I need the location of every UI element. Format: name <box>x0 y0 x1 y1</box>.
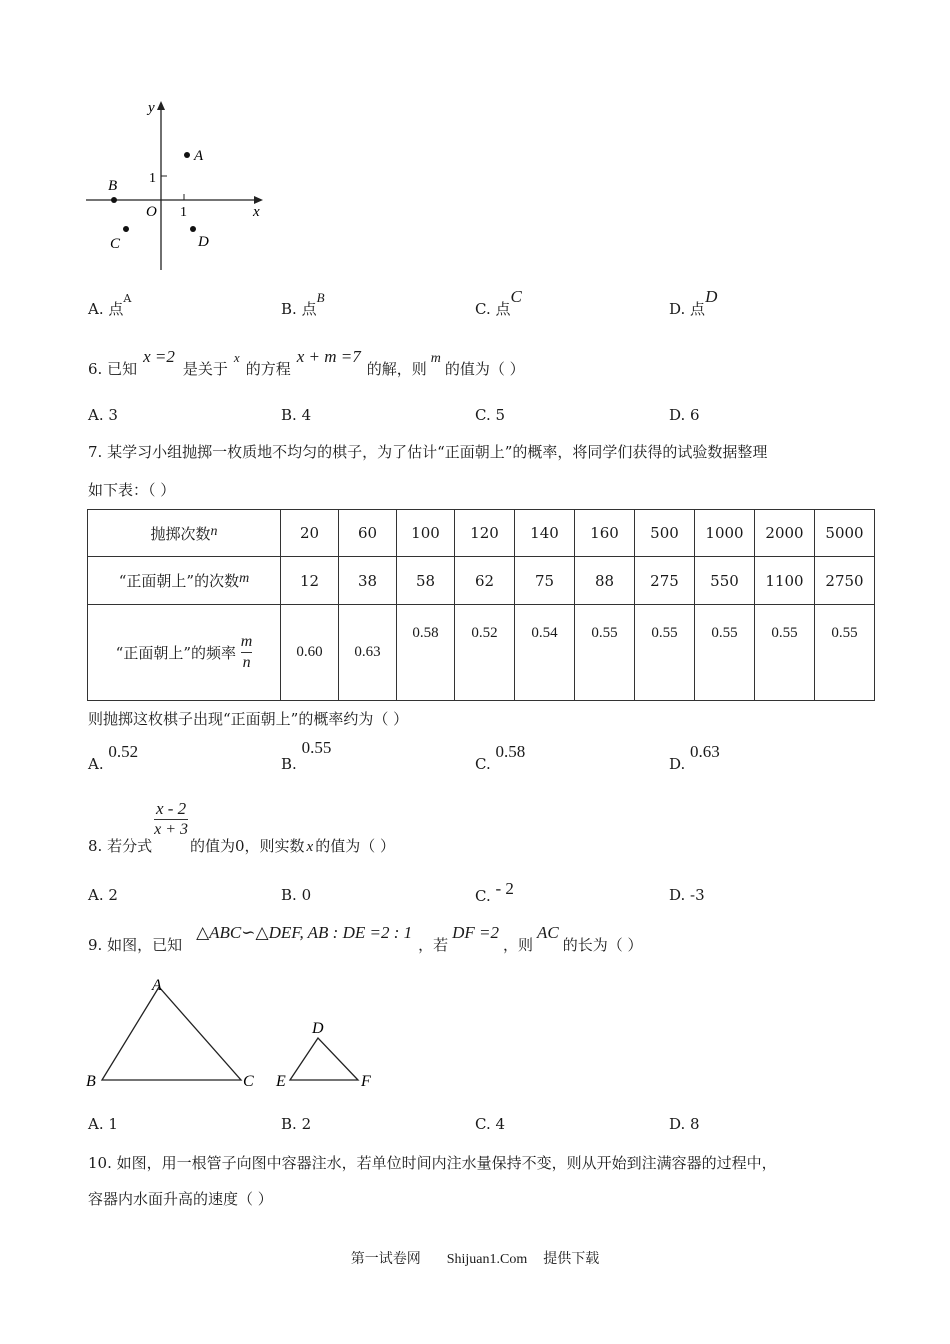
m-cell: 12 <box>281 557 339 605</box>
question-7-line2: 如下表：（ ） <box>88 481 176 499</box>
svg-text:F: F <box>361 1073 371 1090</box>
svg-text:C: C <box>243 1073 254 1090</box>
m-cell: 1100 <box>755 557 815 605</box>
m-cell: 62 <box>455 557 515 605</box>
n-cell: 60 <box>339 510 397 557</box>
q6-option-b[interactable]: B. 4 <box>281 406 312 424</box>
tick-y-label: 1 <box>149 171 156 186</box>
question-7-line1: 7. 某学习小组抛掷一枚质地不均匀的棋子，为了估计“正面朝上”的概率，将同学们获得的试验数据整理 <box>88 443 768 461</box>
point-c-label: C <box>110 236 121 252</box>
tick-x-label: 1 <box>180 205 187 220</box>
similar-triangles-figure <box>80 975 400 1095</box>
freq-cell: 0.55 <box>695 605 755 701</box>
row-header-n: 抛掷次数n <box>88 510 281 557</box>
question-10-line2: 容器内水面升高的速度（ ） <box>88 1190 273 1208</box>
table-row <box>88 605 875 701</box>
table-row <box>88 557 875 605</box>
question-10-line1: 10. 如图，用一根管子向图中容器注水，若单位时间内注水量保持不变，则从开始到注满容器的过程中， <box>88 1154 777 1172</box>
q8-option-a[interactable]: A. 2 <box>88 886 118 904</box>
q7-option-d[interactable]: D. 0.63 <box>669 742 720 773</box>
svg-text:D: D <box>312 1020 324 1037</box>
question-8: 8. 若分式 $\frac{x - 2}{x + 3}$ 的值为0，则实数 x 的值为（ ） <box>88 799 395 855</box>
q5-option-c[interactable]: C. 点C <box>475 287 522 318</box>
n-cell: 120 <box>455 510 515 557</box>
triangle-abc <box>102 987 241 1080</box>
n-cell: 140 <box>515 510 575 557</box>
y-axis-label: y <box>148 100 155 116</box>
n-cell: 1000 <box>695 510 755 557</box>
coordinate-graph <box>80 95 280 280</box>
point-d <box>190 226 196 232</box>
freq-fraction: $\frac{m}{n}$ <box>240 633 253 671</box>
freq-cell: 0.55 <box>755 605 815 701</box>
freq-cell: 0.55 <box>815 605 875 701</box>
q6-option-c[interactable]: C. 5 <box>475 406 506 424</box>
q6-option-d[interactable]: D. 6 <box>669 406 700 424</box>
q9-option-b[interactable]: B. 2 <box>281 1115 312 1133</box>
triangle-def <box>290 1038 358 1080</box>
q5-option-b[interactable]: B. 点B <box>281 290 325 318</box>
q8-option-d[interactable]: D. -3 <box>669 886 705 904</box>
q5-option-d[interactable]: D. 点D <box>669 287 718 318</box>
m-cell: 75 <box>515 557 575 605</box>
q7-option-a[interactable]: A. 0.52 <box>88 742 139 773</box>
q9-option-c[interactable]: C. 4 <box>475 1115 506 1133</box>
origin-label: O <box>146 204 157 220</box>
freq-cell: 0.58 <box>397 605 455 701</box>
q9-option-a[interactable]: A. 1 <box>88 1115 118 1133</box>
m-cell: 58 <box>397 557 455 605</box>
m-cell: 275 <box>635 557 695 605</box>
q7-option-c[interactable]: C. 0.58 <box>475 742 526 773</box>
m-cell: 2750 <box>815 557 875 605</box>
q9-option-d[interactable]: D. 8 <box>669 1115 700 1133</box>
point-a <box>184 152 190 158</box>
m-cell: 38 <box>339 557 397 605</box>
page-footer: 第一试卷网 Shijuan1.Com 提供下载 <box>350 1251 600 1267</box>
q7-option-b[interactable]: B. 0.55 <box>281 738 332 773</box>
n-cell: 2000 <box>755 510 815 557</box>
svg-text:E: E <box>276 1073 286 1090</box>
m-cell: 88 <box>575 557 635 605</box>
n-cell: 100 <box>397 510 455 557</box>
point-b-label: B <box>108 178 118 194</box>
n-cell: 500 <box>635 510 695 557</box>
freq-cell: 0.60 <box>281 605 339 701</box>
question-6: 6. 已知x =2是关于x的方程x + m =7的解，则m的值为（ ） <box>88 347 525 378</box>
question-7-after: 则抛掷这枚棋子出现“正面朝上”的概率约为（ ） <box>88 710 409 728</box>
q5-option-a[interactable]: A. 点$^A$ <box>88 292 132 318</box>
freq-cell: 0.52 <box>455 605 515 701</box>
freq-cell: 0.54 <box>515 605 575 701</box>
point-d-label: D <box>198 234 209 250</box>
q6-option-a[interactable]: A. 3 <box>88 406 118 424</box>
row-header-freq: “正面朝上”的频率 $\frac{m}{n}$ <box>88 605 281 701</box>
table-row <box>88 510 875 557</box>
m-cell: 550 <box>695 557 755 605</box>
q8-option-b[interactable]: B. 0 <box>281 886 312 904</box>
q8-option-c[interactable]: C. - 2 <box>475 879 514 905</box>
trial-data-table <box>87 509 875 701</box>
n-cell: 20 <box>281 510 339 557</box>
question-9: 9. 如图，已知△ABC∽△DEF, AB : DE =2 : 1，若DF =2，则AC的长为（ ） <box>88 923 643 954</box>
freq-cell: 0.55 <box>635 605 695 701</box>
point-a-label: A <box>194 148 204 164</box>
point-c <box>123 226 129 232</box>
freq-cell: 0.63 <box>339 605 397 701</box>
x-axis-label: x <box>253 204 260 220</box>
row-header-m: “正面朝上”的次数m <box>88 557 281 605</box>
svg-text:A: A <box>152 977 162 994</box>
svg-text:B: B <box>86 1073 96 1090</box>
freq-cell: 0.55 <box>575 605 635 701</box>
q8-fraction: $\frac{x - 2}{x + 3}$ <box>154 799 188 838</box>
point-b <box>111 197 117 203</box>
n-cell: 5000 <box>815 510 875 557</box>
n-cell: 160 <box>575 510 635 557</box>
